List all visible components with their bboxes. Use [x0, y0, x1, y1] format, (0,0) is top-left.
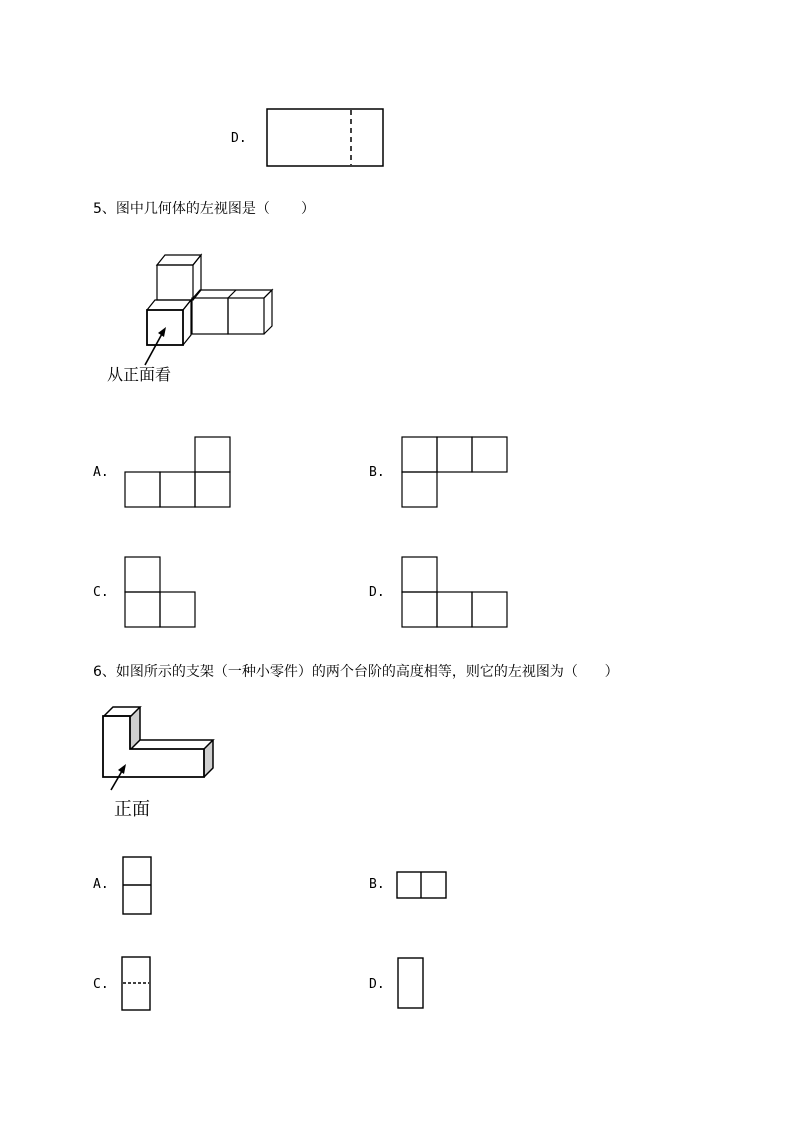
q6-option-c-figure	[122, 957, 150, 1010]
q5-option-a-label: A.	[93, 465, 109, 480]
q6-figure-caption: 正面	[114, 799, 150, 820]
option-label: D.	[231, 131, 247, 146]
question-5-text: 5、图中几何体的左视图是（ ）	[93, 201, 316, 217]
q6-option-d-figure	[398, 958, 423, 1008]
q5-option-b-label: B.	[369, 465, 385, 480]
q5-figure-caption: 从正面看	[107, 365, 172, 384]
question-6-text: 6、如图所示的支架（一种小零件）的两个台阶的高度相等，则它的左视图为（ ）	[93, 664, 619, 680]
q6-option-a-label: A.	[93, 877, 109, 892]
q6-option-a-figure	[123, 857, 151, 914]
q6-option-b-figure	[397, 872, 446, 898]
q6-option-d-label: D.	[369, 977, 385, 992]
q5-option-c-label: C.	[93, 585, 109, 600]
q6-option-c-label: C.	[93, 977, 109, 992]
q6-option-b-label: B.	[369, 877, 385, 892]
q5-option-d-label: D.	[369, 585, 385, 600]
